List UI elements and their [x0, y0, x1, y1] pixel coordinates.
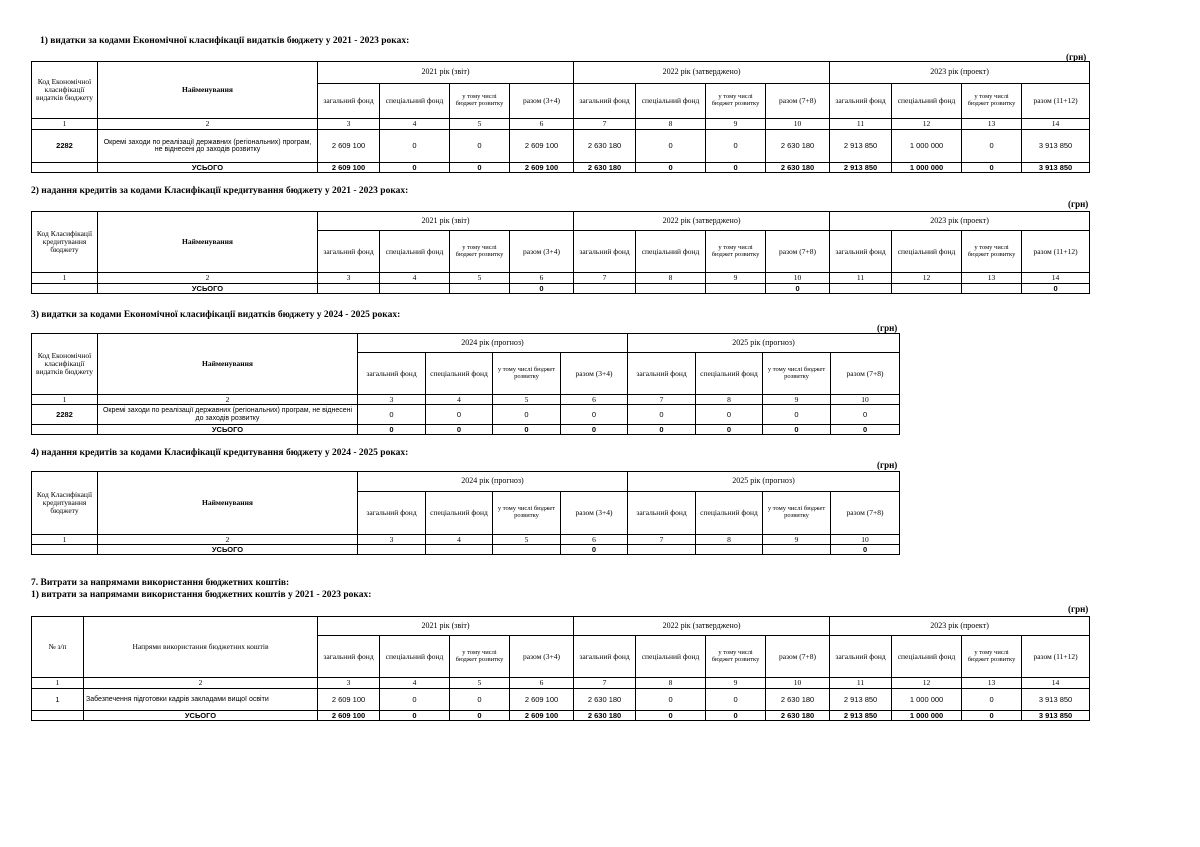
cell: 0	[962, 689, 1022, 711]
col-number: 4	[426, 535, 493, 545]
section-3-unit: (грн)	[877, 323, 898, 333]
col-number: 10	[831, 535, 900, 545]
col-number: 5	[450, 119, 510, 130]
total-label: УСЬОГО	[98, 284, 318, 294]
col-number: 6	[561, 395, 628, 405]
col-number: 3	[358, 535, 426, 545]
col-header: спеціальний фонд	[696, 492, 763, 535]
col-number: 9	[706, 119, 766, 130]
total-label: УСЬОГО	[84, 711, 318, 721]
cell: 2 913 850	[830, 689, 892, 711]
col-number: 1	[32, 273, 98, 284]
col-number: 8	[636, 273, 706, 284]
col-number: 10	[766, 678, 830, 689]
col-header: спеціальний фонд	[426, 492, 493, 535]
section-4-title: 4) надання кредитів за кодами Класифікації кредитування бюджету у 2024 - 2025 роках:	[31, 448, 409, 458]
cell: 3 913 850	[1022, 130, 1090, 163]
col-header: загальний фонд	[574, 636, 636, 678]
cell: 2 630 180	[574, 711, 636, 721]
col-header: спеціальний фонд	[892, 231, 962, 273]
cell: 0	[1022, 284, 1090, 294]
cell: 0	[962, 711, 1022, 721]
col-header: спеціальний фонд	[636, 636, 706, 678]
cell: 0	[561, 545, 628, 555]
cell	[763, 545, 831, 555]
col-number: 9	[706, 273, 766, 284]
col-number: 11	[830, 678, 892, 689]
cell: 0	[426, 425, 493, 435]
cell: 0	[628, 405, 696, 425]
table-section-4	[31, 471, 900, 555]
col-number: 14	[1022, 119, 1090, 130]
col-number: 4	[380, 273, 450, 284]
section-3-title: 3) видатки за кодами Економічної класифікації видатків бюджету у 2024 - 2025 роках:	[31, 310, 401, 320]
col-number: 4	[380, 678, 450, 689]
cell: 0	[706, 711, 766, 721]
year-2022-header: 2022 рік (затверджено)	[574, 617, 830, 636]
cell: 0	[628, 425, 696, 435]
section-7-title: 7. Витрати за напрямами використання бюджетних коштів:	[31, 578, 290, 588]
col-number: 6	[510, 273, 574, 284]
col-number: 13	[962, 119, 1022, 130]
column-number-row	[32, 119, 1090, 130]
column-number-row	[32, 535, 900, 545]
cell	[696, 545, 763, 555]
cell	[962, 284, 1022, 294]
col-number: 14	[1022, 678, 1090, 689]
cell: 2 630 180	[574, 130, 636, 163]
cell	[493, 545, 561, 555]
col-number: 9	[763, 395, 831, 405]
year-2022-header: 2022 рік (затверджено)	[574, 62, 830, 84]
col-number: 2	[84, 678, 318, 689]
col-header: спеціальний фонд	[696, 353, 763, 395]
col-header: спеціальний фонд	[380, 636, 450, 678]
total-label: УСЬОГО	[98, 425, 358, 435]
name-header: Найменування	[98, 62, 318, 119]
col-number: 5	[493, 535, 561, 545]
name-header: Найменування	[98, 212, 318, 273]
cell: 3 913 850	[1022, 163, 1090, 173]
cell: 2 913 850	[830, 130, 892, 163]
cell: 0	[380, 711, 450, 721]
cell: 0	[636, 711, 706, 721]
cell: 2 609 100	[318, 130, 380, 163]
cell: 2 913 850	[830, 711, 892, 721]
cell: 0	[450, 130, 510, 163]
col-number: 12	[892, 273, 962, 284]
year-header-row	[32, 212, 1090, 231]
col-header: у тому числі бюджет розвитку	[493, 492, 561, 535]
cell: 2 913 850	[830, 163, 892, 173]
cell: 2 609 100	[318, 711, 380, 721]
col-number: 9	[763, 535, 831, 545]
section-4-unit: (грн)	[877, 460, 898, 470]
cell: 0	[763, 405, 831, 425]
cell: 2 609 100	[318, 163, 380, 173]
col-header: разом (7+8)	[831, 492, 900, 535]
cell: 0	[561, 405, 628, 425]
col-number: 14	[1022, 273, 1090, 284]
year-header-row	[32, 334, 900, 353]
total-row	[32, 425, 900, 435]
cell: 2 630 180	[766, 163, 830, 173]
cell	[426, 545, 493, 555]
number-header: № з/п	[32, 617, 84, 678]
code-header: Код Класифікації кредитування бюджету	[32, 472, 98, 535]
cell: 2 609 100	[510, 163, 574, 173]
cell: 0	[831, 405, 900, 425]
col-number: 4	[426, 395, 493, 405]
col-number: 13	[962, 273, 1022, 284]
col-header: спеціальний фонд	[380, 84, 450, 119]
col-number: 3	[318, 119, 380, 130]
column-number-row	[32, 273, 1090, 284]
cell: 0	[380, 689, 450, 711]
year-header-row	[32, 472, 900, 492]
col-number: 2	[98, 119, 318, 130]
total-row	[32, 163, 1090, 173]
col-header: у тому числі бюджет розвитку	[493, 353, 561, 395]
total-row	[32, 284, 1090, 294]
cell	[32, 711, 84, 721]
year-header-row	[32, 617, 1090, 636]
year-2023-header: 2023 рік (проект)	[830, 62, 1090, 84]
col-number: 4	[380, 119, 450, 130]
name-header: Найменування	[98, 472, 358, 535]
col-header: разом (7+8)	[766, 636, 830, 678]
cell: 0	[426, 405, 493, 425]
col-header: у тому числі бюджет розвитку	[450, 84, 510, 119]
cell: 0	[450, 689, 510, 711]
col-header: у тому числі бюджет розвитку	[962, 636, 1022, 678]
cell: 0	[636, 130, 706, 163]
col-number: 5	[450, 273, 510, 284]
cell: 0	[636, 163, 706, 173]
col-number: 1	[32, 395, 98, 405]
cell: 2 630 180	[766, 689, 830, 711]
cell	[32, 284, 98, 294]
section-2-title: 2) надання кредитів за кодами Класифікації кредитування бюджету у 2021 - 2023 роках:	[31, 186, 409, 196]
cell: 0	[706, 689, 766, 711]
col-number: 7	[574, 678, 636, 689]
cell: 2 609 100	[510, 130, 574, 163]
col-header: у тому числі бюджет розвитку	[706, 84, 766, 119]
col-header: разом (3+4)	[561, 353, 628, 395]
section-2-unit: (грн)	[1068, 199, 1089, 209]
code-header: Код Економічної класифікації видатків бюджету	[32, 334, 98, 395]
cell: 3 913 850	[1022, 711, 1090, 721]
col-number: 1	[32, 678, 84, 689]
col-header: спеціальний фонд	[892, 636, 962, 678]
row-name: Окремі заходи по реалізації державних (регіональних) програм, не віднесені до заходів розвитку	[98, 130, 318, 163]
col-header: загальний фонд	[628, 492, 696, 535]
col-header: разом (7+8)	[766, 84, 830, 119]
cell	[318, 284, 380, 294]
col-number: 11	[830, 273, 892, 284]
col-header: загальний фонд	[574, 84, 636, 119]
row-code: 2282	[32, 130, 98, 163]
cell: 0	[358, 425, 426, 435]
col-number: 6	[510, 119, 574, 130]
cell: 0	[706, 130, 766, 163]
year-2021-header: 2021 рік (звіт)	[318, 62, 574, 84]
col-header: разом (3+4)	[510, 636, 574, 678]
cell	[628, 545, 696, 555]
cell: 0	[962, 130, 1022, 163]
column-number-row	[32, 678, 1090, 689]
section-7-unit: (грн)	[1068, 604, 1089, 614]
cell	[574, 284, 636, 294]
col-number: 1	[32, 535, 98, 545]
col-header: разом (3+4)	[510, 84, 574, 119]
cell: 0	[696, 405, 763, 425]
col-header: разом (11+12)	[1022, 84, 1090, 119]
year-2021-header: 2021 рік (звіт)	[318, 617, 574, 636]
col-header: загальний фонд	[830, 231, 892, 273]
col-number: 7	[574, 273, 636, 284]
col-number: 8	[696, 395, 763, 405]
col-number: 2	[98, 395, 358, 405]
row-name: Окремі заходи по реалізації державних (регіональних) програм, не віднесені до заходів розвитку	[98, 405, 358, 425]
col-header: спеціальний фонд	[426, 353, 493, 395]
row-code: 2282	[32, 405, 98, 425]
col-number: 6	[510, 678, 574, 689]
cell: 0	[380, 130, 450, 163]
year-2025-header: 2025 рік (прогноз)	[628, 334, 900, 353]
cell: 0	[493, 425, 561, 435]
col-number: 12	[892, 119, 962, 130]
total-row	[32, 711, 1090, 721]
col-number: 11	[830, 119, 892, 130]
col-header: загальний фонд	[318, 84, 380, 119]
total-label: УСЬОГО	[98, 545, 358, 555]
cell: 0	[763, 425, 831, 435]
total-row	[32, 545, 900, 555]
col-header: у тому числі бюджет розвитку	[706, 231, 766, 273]
col-number: 7	[628, 395, 696, 405]
table-section-2	[31, 211, 1090, 294]
col-header: загальний фонд	[830, 636, 892, 678]
col-header: у тому числі бюджет розвитку	[763, 492, 831, 535]
section-7-subtitle: 1) витрати за напрямами використання бюджетних коштів у 2021 - 2023 роках:	[31, 590, 372, 600]
col-number: 8	[636, 119, 706, 130]
cell: 0	[831, 545, 900, 555]
name-header: Напрями використання бюджетних коштів	[84, 617, 318, 678]
col-number: 10	[831, 395, 900, 405]
cell: 0	[561, 425, 628, 435]
cell	[358, 545, 426, 555]
col-number: 13	[962, 678, 1022, 689]
cell: 0	[510, 284, 574, 294]
cell	[830, 284, 892, 294]
col-number: 12	[892, 678, 962, 689]
cell: 2 609 100	[510, 711, 574, 721]
cell: 0	[493, 405, 561, 425]
year-2023-header: 2023 рік (проект)	[830, 617, 1090, 636]
name-header: Найменування	[98, 334, 358, 395]
row-number: 1	[32, 689, 84, 711]
year-header-row	[32, 62, 1090, 84]
cell: 1 000 000	[892, 711, 962, 721]
cell: 0	[962, 163, 1022, 173]
cell: 1 000 000	[892, 163, 962, 173]
col-number: 5	[493, 395, 561, 405]
column-number-row	[32, 395, 900, 405]
col-number: 3	[358, 395, 426, 405]
col-header: спеціальний фонд	[892, 84, 962, 119]
year-2021-header: 2021 рік (звіт)	[318, 212, 574, 231]
col-number: 10	[766, 273, 830, 284]
code-header: Код Економічної класифікації видатків бюджету	[32, 62, 98, 119]
cell: 0	[636, 689, 706, 711]
year-2025-header: 2025 рік (прогноз)	[628, 472, 900, 492]
col-number: 10	[766, 119, 830, 130]
cell: 0	[450, 163, 510, 173]
table-row	[32, 405, 900, 425]
col-header: загальний фонд	[830, 84, 892, 119]
col-header: спеціальний фонд	[380, 231, 450, 273]
year-2024-header: 2024 рік (прогноз)	[358, 472, 628, 492]
col-header: у тому числі бюджет розвитку	[763, 353, 831, 395]
col-header: у тому числі бюджет розвитку	[450, 231, 510, 273]
cell: 0	[766, 284, 830, 294]
cell: 2 630 180	[766, 711, 830, 721]
cell: 0	[696, 425, 763, 435]
year-2022-header: 2022 рік (затверджено)	[574, 212, 830, 231]
col-number: 1	[32, 119, 98, 130]
cell: 1 000 000	[892, 689, 962, 711]
total-label: УСЬОГО	[98, 163, 318, 173]
col-number: 9	[706, 678, 766, 689]
col-header: загальний фонд	[358, 353, 426, 395]
cell	[636, 284, 706, 294]
col-header: загальний фонд	[318, 636, 380, 678]
col-number: 7	[574, 119, 636, 130]
col-header: загальний фонд	[358, 492, 426, 535]
col-header: спеціальний фонд	[636, 231, 706, 273]
row-name: Забезпечення підготовки кадрів закладами вищої освіти	[84, 689, 318, 711]
table-section-1	[31, 61, 1090, 173]
col-header: разом (11+12)	[1022, 636, 1090, 678]
cell	[706, 284, 766, 294]
cell: 3 913 850	[1022, 689, 1090, 711]
table-section-7	[31, 616, 1090, 721]
cell: 2 609 100	[318, 689, 380, 711]
cell: 0	[380, 163, 450, 173]
cell	[32, 163, 98, 173]
cell	[32, 425, 98, 435]
col-header: у тому числі бюджет розвитку	[962, 231, 1022, 273]
col-header: спеціальний фонд	[636, 84, 706, 119]
col-number: 5	[450, 678, 510, 689]
col-header: загальний фонд	[574, 231, 636, 273]
cell: 2 630 180	[574, 163, 636, 173]
table-row	[32, 130, 1090, 163]
col-header: у тому числі бюджет розвитку	[450, 636, 510, 678]
col-header: разом (11+12)	[1022, 231, 1090, 273]
table-section-3	[31, 333, 900, 435]
cell	[32, 545, 98, 555]
col-header: разом (7+8)	[766, 231, 830, 273]
col-number: 3	[318, 678, 380, 689]
col-header: загальний фонд	[318, 231, 380, 273]
cell: 2 609 100	[510, 689, 574, 711]
cell: 1 000 000	[892, 130, 962, 163]
cell: 0	[706, 163, 766, 173]
cell	[892, 284, 962, 294]
col-number: 6	[561, 535, 628, 545]
col-number: 7	[628, 535, 696, 545]
col-number: 3	[318, 273, 380, 284]
year-2023-header: 2023 рік (проект)	[830, 212, 1090, 231]
col-number: 2	[98, 535, 358, 545]
year-2024-header: 2024 рік (прогноз)	[358, 334, 628, 353]
col-header: у тому числі бюджет розвитку	[962, 84, 1022, 119]
col-header: у тому числі бюджет розвитку	[706, 636, 766, 678]
cell: 2 630 180	[574, 689, 636, 711]
cell: 2 630 180	[766, 130, 830, 163]
section-1-title: 1) видатки за кодами Економічної класифікації видатків бюджету у 2021 - 2023 роках:	[40, 36, 410, 46]
section-1-unit: (грн)	[1066, 52, 1087, 62]
col-header: разом (3+4)	[510, 231, 574, 273]
col-header: разом (3+4)	[561, 492, 628, 535]
cell	[450, 284, 510, 294]
col-number: 2	[98, 273, 318, 284]
cell: 0	[358, 405, 426, 425]
cell: 0	[831, 425, 900, 435]
col-header: разом (7+8)	[831, 353, 900, 395]
code-header: Код Класифікації кредитування бюджету	[32, 212, 98, 273]
cell: 0	[450, 711, 510, 721]
col-number: 8	[696, 535, 763, 545]
table-row	[32, 689, 1090, 711]
col-number: 8	[636, 678, 706, 689]
cell	[380, 284, 450, 294]
col-header: загальний фонд	[628, 353, 696, 395]
